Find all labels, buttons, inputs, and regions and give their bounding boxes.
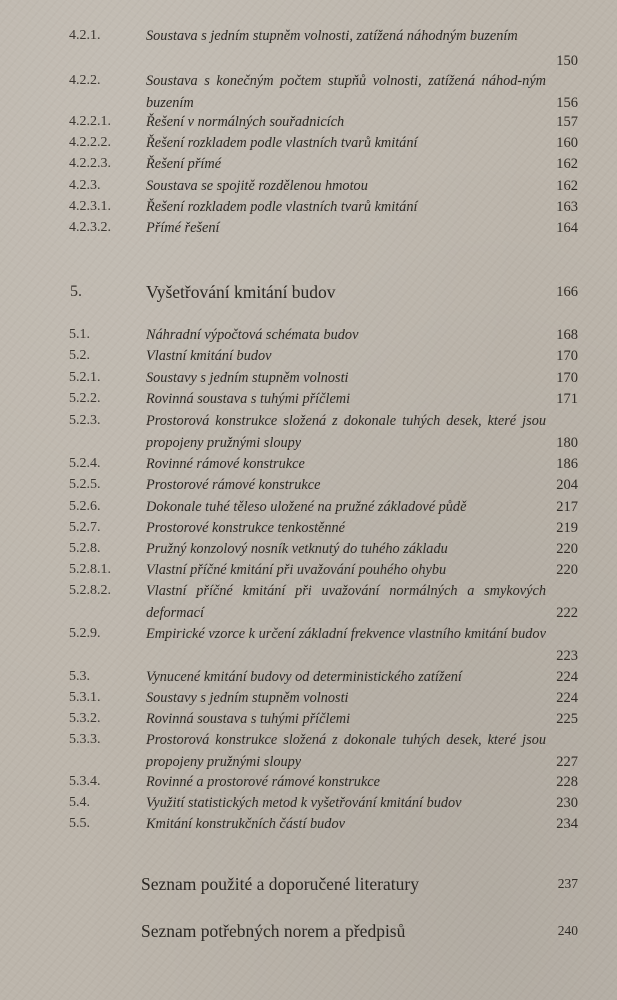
appendix-title: Seznam potřebných norem a předpisů xyxy=(141,921,406,941)
entry-title: Empirické vzorce k určení základní frekvence vlastního kmitání budov xyxy=(146,626,546,642)
entry-number: 5.3. xyxy=(69,669,90,684)
entry-title: Rovinná soustava s tuhými příčlemi xyxy=(146,711,351,727)
entry-title: Prostorová konstrukce složená z dokonale tuhých desek, které jsou propojeny pružnými sloupy xyxy=(146,413,546,451)
entry-number: 4.2.3.2. xyxy=(69,220,111,235)
entry-title: Soustavy s jedním stupněm volnosti xyxy=(146,690,349,706)
entry-title: Řešení rozkladem podle vlastních tvarů kmitání xyxy=(146,199,418,215)
entry-page: 225 xyxy=(556,711,578,727)
entry-page: 204 xyxy=(556,477,578,493)
entry-page: 228 xyxy=(556,774,578,790)
entry-number: 5.2.5. xyxy=(69,477,101,492)
entry-title: Vynucené kmitání budovy od deterministického zatížení xyxy=(146,669,462,685)
entry-page: 219 xyxy=(556,520,578,536)
entry-title: Náhradní výpočtová schémata budov xyxy=(146,327,359,343)
entry-number: 5.2.7. xyxy=(69,520,101,535)
entry-page: 164 xyxy=(556,220,578,236)
entry-title: Soustavy s jedním stupněm volnosti xyxy=(146,370,349,386)
entry-page: 157 xyxy=(556,114,578,130)
entry-number: 5.2.3. xyxy=(69,413,101,428)
entry-page: 160 xyxy=(556,135,578,151)
entry-page: 156 xyxy=(556,95,578,111)
appendix-title: Seznam použité a doporučené literatury xyxy=(141,874,419,894)
entry-page: 170 xyxy=(556,370,578,386)
entry-title: Dokonale tuhé těleso uložené na pružné základové půdě xyxy=(146,499,467,515)
entry-page: 234 xyxy=(556,816,578,832)
appendix-page: 237 xyxy=(557,876,578,891)
entry-title: Řešení v normálných souřadnicích xyxy=(146,114,345,130)
entry-title: Přímé řešení xyxy=(146,220,220,236)
entry-number: 5.2.6. xyxy=(69,499,101,514)
entry-number: 5.1. xyxy=(69,327,90,342)
entry-number: 5.2. xyxy=(69,348,90,363)
entry-title: Soustava se spojitě rozdělenou hmotou xyxy=(146,178,368,194)
entry-page: 168 xyxy=(556,327,578,343)
entry-page: 222 xyxy=(556,605,578,621)
entry-page: 150 xyxy=(556,53,578,69)
entry-number: 5.5. xyxy=(69,816,90,831)
entry-title: Řešení rozkladem podle vlastních tvarů kmitání xyxy=(146,135,418,151)
entry-number: 4.2.3. xyxy=(69,178,101,193)
entry-page: 171 xyxy=(556,391,578,407)
entry-title: Rovinné a prostorové rámové konstrukce xyxy=(146,774,380,790)
entry-title: Rovinné rámové konstrukce xyxy=(146,456,305,472)
chapter-page: 166 xyxy=(556,284,578,300)
entry-page: 227 xyxy=(556,754,578,770)
appendix-page: 240 xyxy=(557,923,578,938)
entry-number: 5.2.2. xyxy=(69,391,101,406)
entry-page: 180 xyxy=(556,435,578,451)
entry-number: 4.2.2.3. xyxy=(69,156,111,171)
entry-page: 186 xyxy=(556,456,578,472)
entry-number: 5.2.1. xyxy=(69,370,101,385)
entry-title: Vlastní příčné kmitání při uvažování pouhého ohybu xyxy=(146,562,447,578)
entry-number: 5.3.3. xyxy=(69,732,101,747)
entry-page: 162 xyxy=(556,178,578,194)
entry-number: 4.2.2.1. xyxy=(69,114,111,129)
entry-page: 220 xyxy=(556,541,578,557)
entry-title: Soustava s jedním stupněm volnosti, zatížená náhodným buzením xyxy=(146,28,518,44)
entry-number: 5.2.9. xyxy=(69,626,101,641)
entry-page: 220 xyxy=(556,562,578,578)
entry-number: 5.2.4. xyxy=(69,456,101,471)
entry-title: Prostorová konstrukce složená z dokonale tuhých desek, které jsou propojeny pružnými sloupy xyxy=(146,732,546,770)
entry-page: 217 xyxy=(556,499,578,515)
entry-title: Vlastní kmitání budov xyxy=(146,348,272,364)
entry-number: 4.2.3.1. xyxy=(69,199,111,214)
entry-title: Využití statistických metod k vyšetřování kmitání budov xyxy=(146,795,462,811)
entry-title: Prostorové rámové konstrukce xyxy=(146,477,321,493)
entry-number: 5.2.8.2. xyxy=(69,583,111,598)
entry-title: Soustava s konečným počtem stupňů volnosti, zatížená náhod-ným buzením xyxy=(146,73,546,111)
chapter-title: Vyšetřování kmitání budov xyxy=(146,282,336,302)
entry-page: 224 xyxy=(556,669,578,685)
entry-number: 5.2.8.1. xyxy=(69,562,111,577)
entry-number: 4.2.1. xyxy=(69,28,101,43)
entry-title: Rovinná soustava s tuhými příčlemi xyxy=(146,391,351,407)
entry-number: 4.2.2. xyxy=(69,73,101,88)
entry-page: 170 xyxy=(556,348,578,364)
entry-number: 5.2.8. xyxy=(69,541,101,556)
entry-page: 163 xyxy=(556,199,578,215)
chapter-number: 5. xyxy=(70,283,82,300)
entry-number: 4.2.2.2. xyxy=(69,135,111,150)
entry-page: 230 xyxy=(556,795,578,811)
entry-number: 5.4. xyxy=(69,795,90,810)
entry-page: 162 xyxy=(556,156,578,172)
entry-title: Pružný konzolový nosník vetknutý do tuhého základu xyxy=(146,541,448,557)
entry-page: 223 xyxy=(556,648,578,664)
entry-number: 5.3.4. xyxy=(69,774,101,789)
entry-title: Kmitání konstrukčních částí budov xyxy=(146,816,345,832)
entry-number: 5.3.1. xyxy=(69,690,101,705)
entry-page: 224 xyxy=(556,690,578,706)
entry-number: 5.3.2. xyxy=(69,711,101,726)
entry-title: Řešení přímé xyxy=(146,156,222,172)
entry-title: Vlastní příčné kmitání při uvažování normálných a smykových deformací xyxy=(146,583,546,621)
entry-title: Prostorové konstrukce tenkostěnné xyxy=(146,520,346,536)
